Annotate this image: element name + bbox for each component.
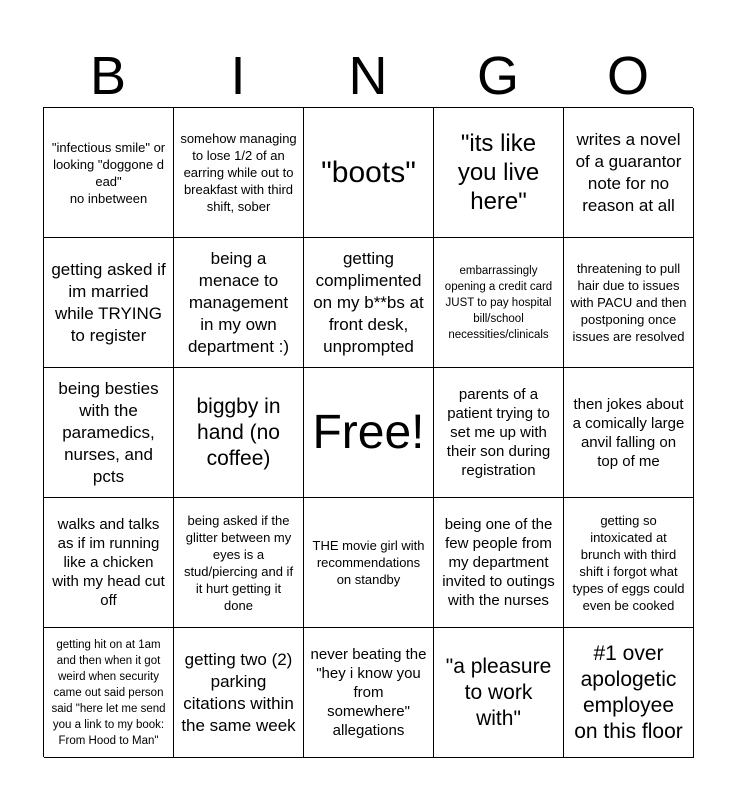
cell-text: "its like you live here" — [457, 130, 540, 215]
cell-text: threatening to pull hair due to issues with PACU and then postponing once issues are resolved — [570, 261, 687, 344]
bingo-cell[interactable] — [304, 108, 434, 238]
cell-text: being besties with the paramedics, nurses, and pcts — [58, 378, 159, 486]
free-space-cell[interactable] — [304, 368, 434, 498]
cell-text: writes a novel of a guarantor note for no reason at all — [575, 129, 682, 215]
bingo-cell[interactable] — [304, 238, 434, 368]
bingo-cell[interactable] — [44, 108, 174, 238]
bingo-cell[interactable] — [434, 238, 564, 368]
bingo-cell[interactable] — [564, 108, 694, 238]
cell-text: getting hit on at 1am and then when it got weird when security came out said person said "here let me send you a link to my book: From Hood to Man" — [51, 638, 166, 747]
bingo-cell[interactable] — [44, 238, 174, 368]
cell-text: never beating the "hey i know you from somewhere" allegations — [310, 646, 427, 739]
bingo-cell[interactable] — [304, 628, 434, 758]
cell-text: then jokes about a comically large anvil falling on top of me — [572, 395, 685, 470]
bingo-cell[interactable] — [304, 498, 434, 628]
bingo-cell[interactable] — [434, 628, 564, 758]
title-letter-n: N — [348, 46, 388, 106]
bingo-cell[interactable] — [564, 628, 694, 758]
bingo-cell[interactable] — [44, 628, 174, 758]
cell-text: "a pleasure to work with" — [445, 654, 552, 730]
bingo-cell[interactable] — [174, 108, 304, 238]
cell-text: getting two (2) parking citations within the same week — [181, 649, 296, 735]
bingo-cell[interactable] — [174, 628, 304, 758]
cell-text: being one of the few people from my department invited to outings with the nurses — [442, 516, 555, 609]
bingo-cell[interactable] — [174, 498, 304, 628]
cell-text: "infectious smile" or looking "doggone d ead" no inbetween — [51, 139, 166, 206]
bingo-cell[interactable] — [174, 238, 304, 368]
cell-text: parents of a patient trying to set me up with their son during registration — [446, 386, 551, 479]
bingo-cell[interactable] — [434, 498, 564, 628]
title-letter-o: O — [606, 46, 649, 106]
cell-text: embarrassingly opening a credit card JUST to pay hospital bill/school necessities/clinicals — [444, 264, 553, 341]
cell-text: getting complimented on my b**bs at front desk, unprompted — [313, 248, 424, 356]
free-space-text: Free! — [312, 405, 425, 459]
cell-text: THE movie girl with recommendations on standby — [312, 538, 425, 587]
title-letter-i: I — [230, 46, 246, 106]
bingo-cell[interactable] — [44, 368, 174, 498]
cell-text: #1 over apologetic employee on this floor — [574, 641, 683, 743]
cell-text: "boots" — [321, 155, 416, 189]
bingo-cell[interactable] — [44, 498, 174, 628]
cell-text: being a menace to management in my own department :) — [187, 248, 290, 356]
title-letter-b: B — [89, 46, 127, 106]
bingo-card-grid — [43, 107, 693, 757]
bingo-cell[interactable] — [174, 368, 304, 498]
bingo-cell[interactable] — [564, 238, 694, 368]
bingo-cell[interactable] — [434, 108, 564, 238]
cell-text: biggby in hand (no coffee) — [196, 394, 281, 470]
bingo-cell[interactable] — [434, 368, 564, 498]
title-letter-g: G — [476, 46, 519, 106]
cell-text: being asked if the glitter between my eyes is a stud/piercing and if it hurt getting it done — [183, 512, 294, 613]
bingo-cell[interactable] — [564, 368, 694, 498]
cell-text: getting so intoxicated at brunch with third shift i forgot what types of eggs could even be cooked — [572, 512, 685, 613]
bingo-cell[interactable] — [564, 498, 694, 628]
cell-text: walks and talks as if im running like a chicken with my head cut off — [52, 516, 165, 609]
bingo-title — [43, 46, 693, 106]
cell-text: getting asked if im married while TRYING to register — [51, 259, 166, 345]
cell-text: somehow managing to lose 1/2 of an earring while out to breakfast with third shift, sober — [180, 131, 297, 214]
